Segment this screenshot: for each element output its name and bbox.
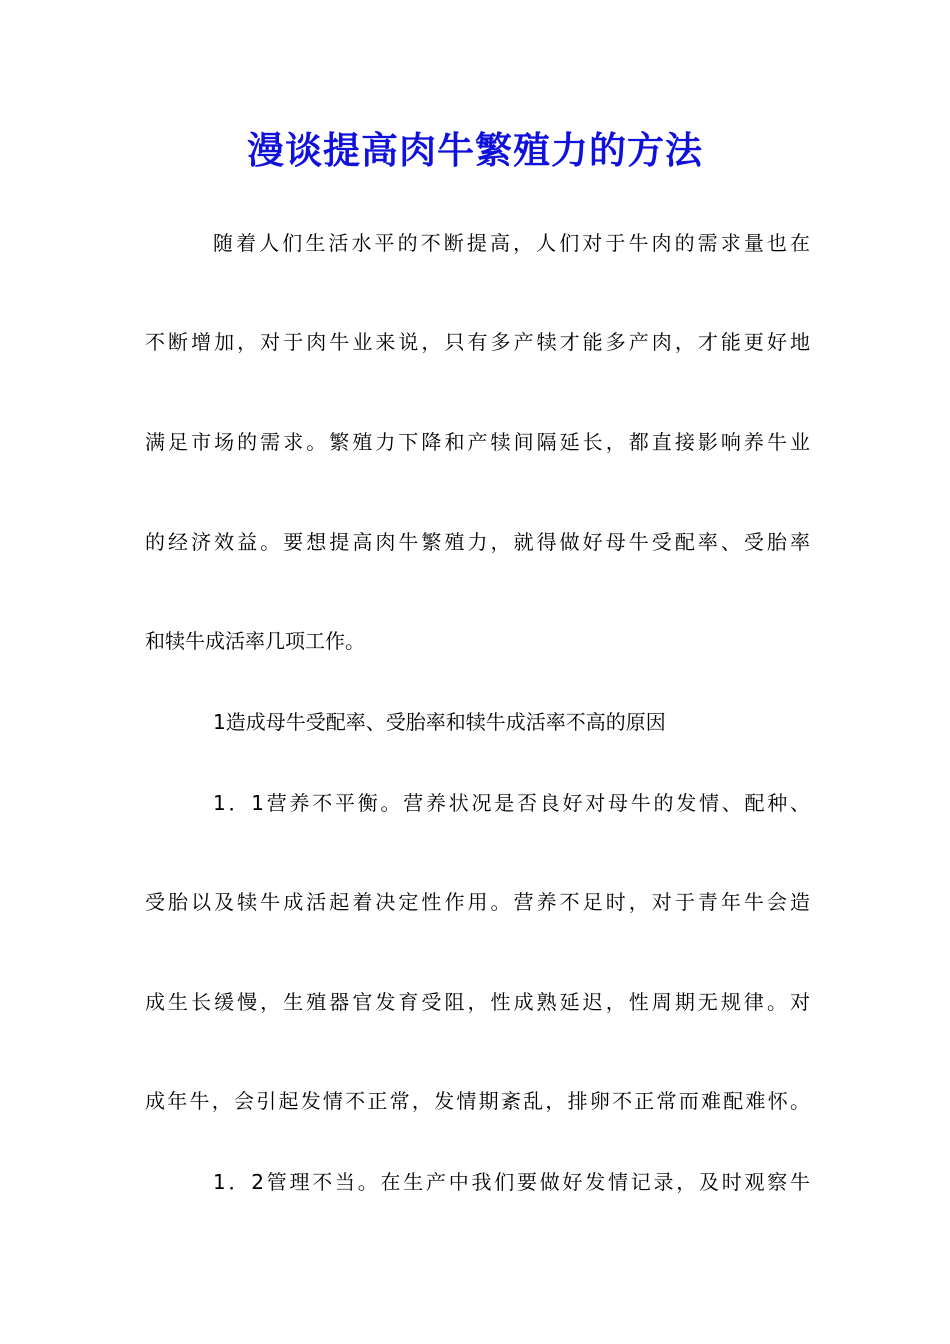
paragraph-line: 成年牛，会引起发情不正常，发情期紊乱，排卵不正常而难配难怀。 bbox=[145, 1089, 810, 1113]
paragraph-line: 成生长缓慢，生殖器官发育受阻，性成熟延迟，性周期无规律。对 bbox=[145, 990, 810, 1014]
paragraph-line: 不断增加，对于肉牛业来说，只有多产犊才能多产肉，才能更好地 bbox=[145, 330, 810, 354]
paragraph-line: 1．1营养不平衡。营养状况是否良好对母牛的发情、配种、 bbox=[213, 791, 810, 815]
paragraph-line: 的经济效益。要想提高肉牛繁殖力，就得做好母牛受配率、受胎率 bbox=[145, 530, 810, 554]
section-heading: 1造成母牛受配率、受胎率和犊牛成活率不高的原因 bbox=[213, 710, 666, 734]
paragraph-line: 随着人们生活水平的不断提高，人们对于牛肉的需求量也在 bbox=[213, 231, 810, 255]
paragraph-line: 1．2管理不当。在生产中我们要做好发情记录，及时观察牛 bbox=[213, 1170, 810, 1194]
paragraph-line: 受胎以及犊牛成活起着决定性作用。营养不足时，对于青年牛会造 bbox=[145, 890, 810, 914]
paragraph-line: 和犊牛成活率几项工作。 bbox=[145, 629, 365, 653]
paragraph-line: 满足市场的需求。繁殖力下降和产犊间隔延长，都直接影响养牛业 bbox=[145, 430, 810, 454]
document-title: 漫谈提高肉牛繁殖力的方法 bbox=[247, 128, 703, 172]
